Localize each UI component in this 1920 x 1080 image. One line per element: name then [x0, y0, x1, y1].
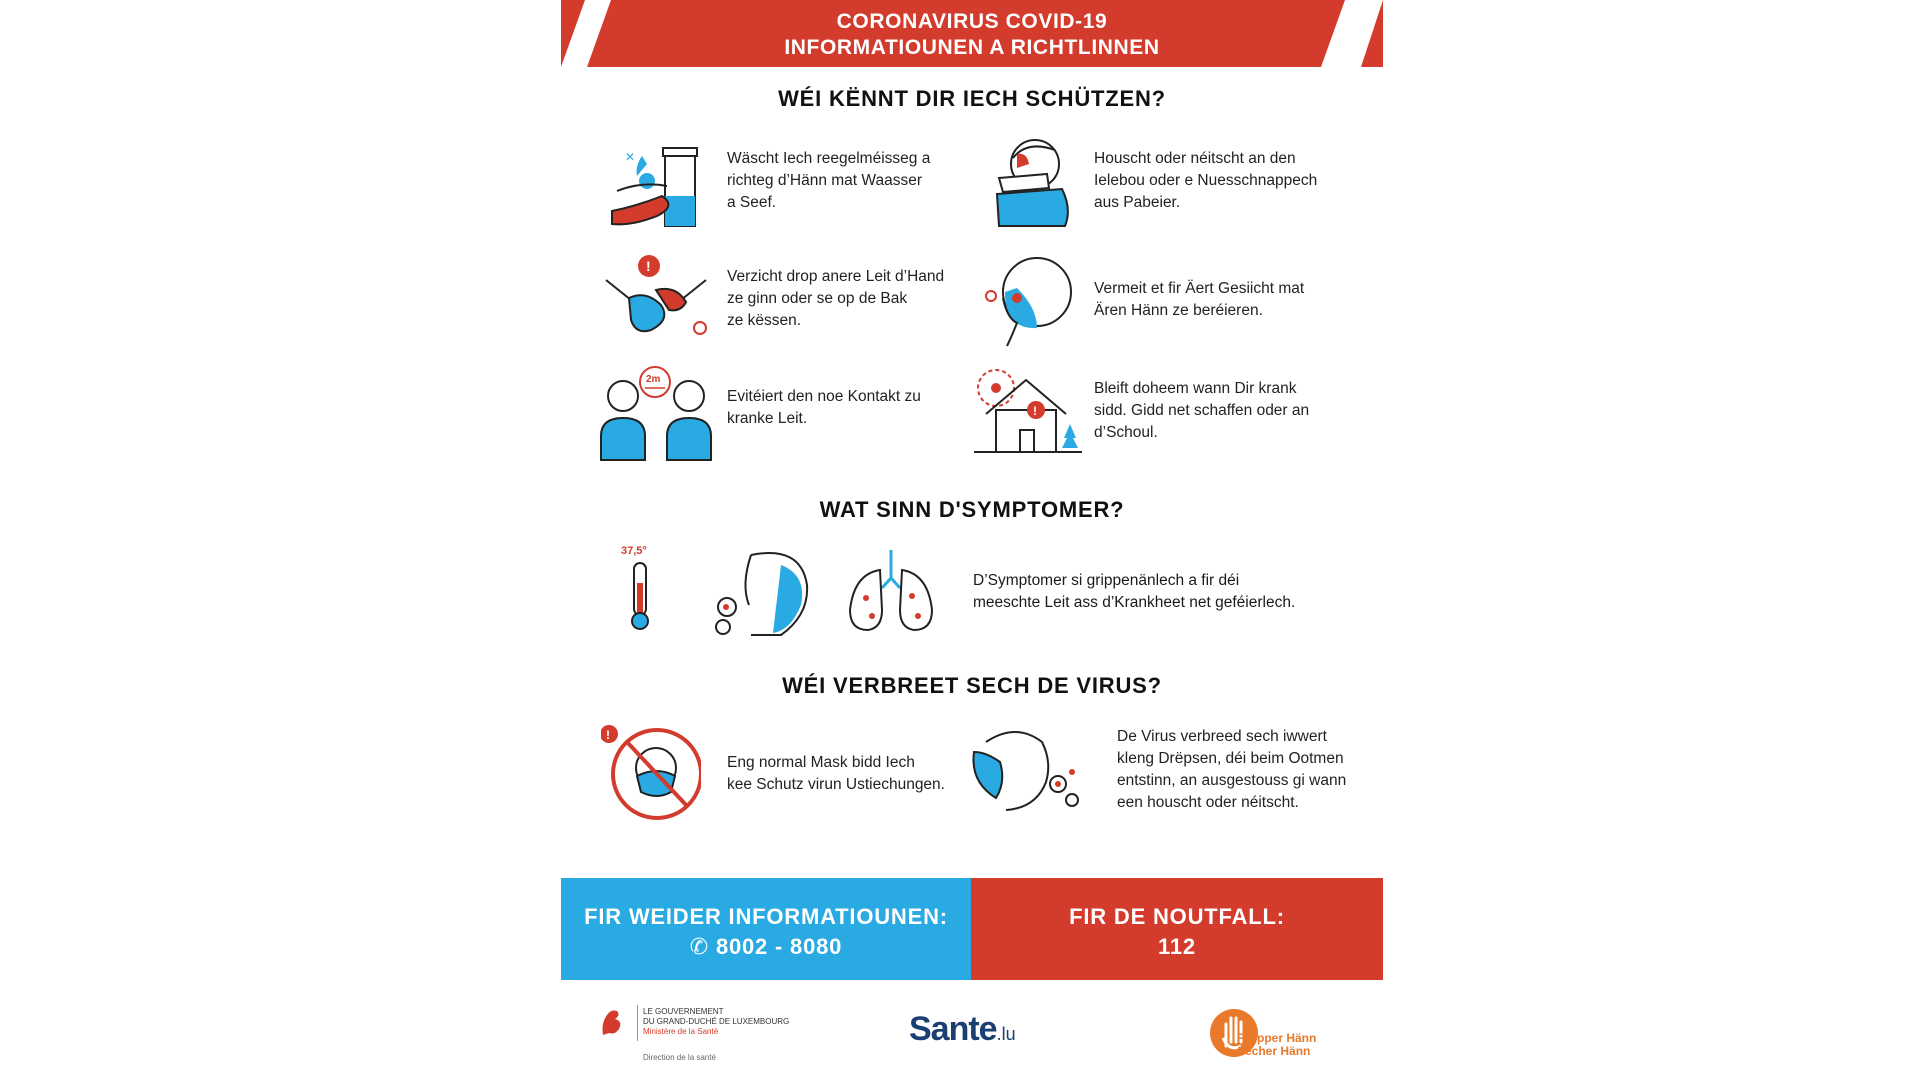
protect-item-handshake — [601, 250, 967, 350]
thermometer-icon — [621, 561, 661, 631]
government-text: LE GOUVERNEMENT DU GRAND-DUCHÉ DE LUXEMBOURG Ministère de la Santé — [643, 1007, 790, 1036]
symptom-lungs — [846, 548, 946, 638]
protect-item-face-touch — [977, 248, 1367, 348]
temperature-label: 37,5° — [621, 545, 647, 557]
symptoms-text: D’Symptomer si grippenänlech a fir déi meeschte Leit ass d’Krankheet net geféierlech. — [973, 572, 1296, 611]
poster — [561, 0, 1383, 1080]
banner-title — [561, 9, 1383, 61]
protect-item-cough-elbow — [977, 134, 1367, 234]
title-line-1: CORONAVIRUS COVID-19 — [836, 10, 1108, 33]
government-logo — [597, 1005, 797, 1075]
distance-2m-icon — [597, 366, 721, 462]
svg-text:!: ! — [606, 728, 610, 742]
cough-elbow-icon — [977, 134, 1077, 229]
handwashing-text: Wäscht Iech reegelméisseg a richteg d’Hänn mat Waasser a Seef. — [727, 150, 931, 211]
logo-divider — [637, 1005, 638, 1041]
info-phone-row[interactable] — [561, 934, 971, 960]
protect-item-handwashing — [607, 136, 967, 236]
emergency-label: FIR DE NOUTFALL: — [1069, 904, 1285, 929]
svg-text:!: ! — [646, 258, 651, 274]
info-label: FIR WEIDER INFORMATIOUNEN: — [584, 904, 948, 929]
spread-item-droplets — [966, 722, 1366, 822]
phone-icon: ✆ — [689, 934, 710, 959]
handshake-text: Verzicht drop anere Leit d’Hand ze ginn oder se op de Bak ze këssen. — [727, 268, 945, 329]
symptom-fever — [621, 545, 721, 635]
lion-icon — [597, 1005, 627, 1041]
protect-item-stay-home — [974, 364, 1367, 464]
face-touch-text: Vermeit et fir Äert Gesiicht mat Ären Hänn ze beréieren. — [1094, 280, 1305, 319]
direction-text: Direction de la santé — [643, 1053, 716, 1062]
sante-logo[interactable] — [909, 1010, 1049, 1080]
spread-item-mask — [601, 722, 967, 822]
svg-text:✕: ✕ — [625, 150, 636, 164]
protect-item-distance — [597, 366, 967, 466]
lungs-icon — [846, 548, 936, 634]
coughing-face-icon — [711, 545, 821, 640]
spread-heading: WÉI VERBREET SECH DE VIRUS? — [782, 673, 1162, 698]
info-phone[interactable]: 8002 - 8080 — [715, 934, 843, 959]
header-banner — [561, 0, 1383, 67]
emergency-number[interactable]: 112 — [1158, 934, 1196, 959]
distance-label: 2m — [646, 374, 661, 385]
stay-home-icon — [974, 364, 1084, 456]
svg-text:!: ! — [1033, 404, 1037, 418]
face-touch-icon — [977, 248, 1077, 348]
symptoms-heading: WAT SINN D'SYMPTOMER? — [819, 497, 1125, 522]
droplets-text: De Virus verbreed sech iwwert kleng Drëpsen, déi beim Ootmen entstinn, an ausgestouss gi wann een houscht oder néitscht. — [1117, 728, 1347, 811]
info-bar — [561, 878, 971, 980]
emergency-bar — [971, 878, 1383, 980]
handshake-icon — [601, 250, 711, 345]
mask-text: Eng normal Mask bidd Iech kee Schutz virun Ustiechungen. — [727, 754, 945, 793]
droplets-icon — [966, 722, 1081, 818]
stay-home-text: Bleift doheem wann Dir krank sidd. Gidd net schaffen oder an d’Schoul. — [1094, 380, 1310, 441]
distance-text: Evitéiert den noe Kontakt zu kranke Leit. — [727, 388, 921, 427]
title-line-2: INFORMATIOUNEN A RICHTLINNEN — [784, 36, 1160, 59]
sante-main: Sante.lu — [909, 1010, 1016, 1048]
protect-heading: WÉI KËNNT DIR IECH SCHÜTZEN? — [778, 86, 1166, 111]
propper-haenn-logo — [1209, 1008, 1359, 1078]
symptom-cough — [711, 545, 821, 640]
propper-haenn-text: Propper Hänn Sécher Hänn — [1237, 1031, 1317, 1058]
no-mask-icon — [601, 722, 701, 822]
handwashing-icon — [607, 136, 707, 231]
cough-elbow-text: Houscht oder néitscht an den Ielebou oder e Nuesschnappech aus Pabeier. — [1094, 150, 1318, 211]
